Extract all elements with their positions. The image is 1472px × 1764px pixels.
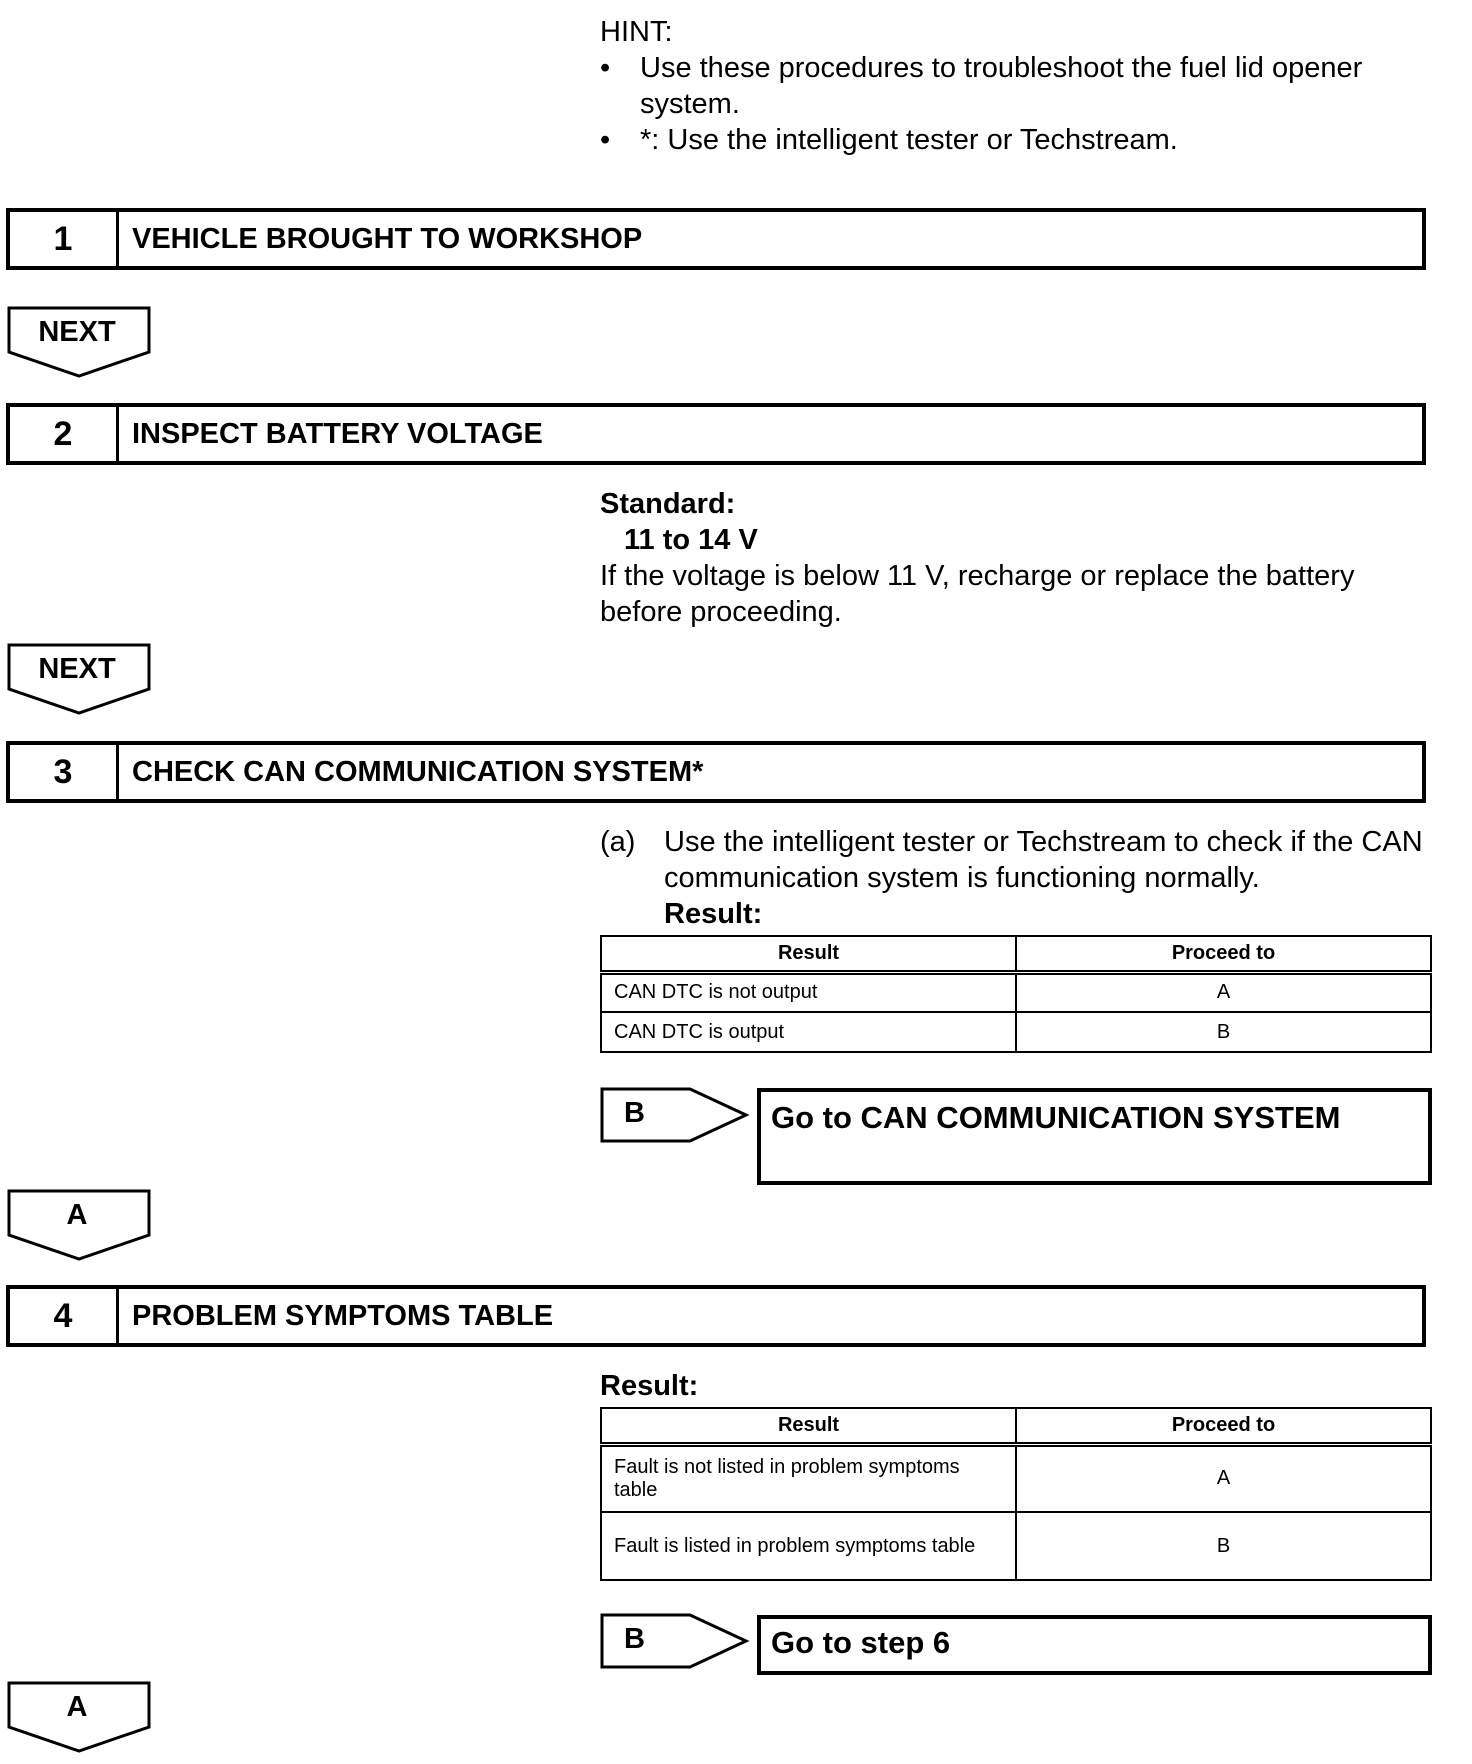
step-title: INSPECT BATTERY VOLTAGE [132,417,543,450]
hint-bullet-icon: • [600,52,611,84]
hint-bullet-1: Use these procedures to troubleshoot the fuel lid opener system. [640,52,1363,120]
cell: Fault is listed in problem symptoms table [601,1512,1016,1580]
table-row [601,1444,1431,1512]
hint-label: HINT: [600,16,673,48]
step-number: 1 [10,212,119,266]
step-3-header [6,741,1426,803]
step-1-header [6,208,1426,270]
cell: Fault is not listed in problem symptoms table [601,1444,1016,1512]
standard-label: Standard: [600,488,736,520]
branch-target: Go to step 6 [757,1615,1432,1675]
can-result-table [600,935,1432,1053]
hint-bullet-2: *: Use the intelligent tester or Techstream. [640,124,1178,156]
step-4-header [6,1285,1426,1347]
column-header: Result [601,1408,1016,1444]
step-number: 2 [10,407,119,461]
column-header: Proceed to [1016,1408,1431,1444]
continue-label: A [66,1691,88,1723]
right-arrow-icon [600,1613,750,1669]
branch-b-arrow [600,1087,750,1143]
next-arrow [7,306,151,378]
right-arrow-icon [600,1087,750,1143]
branch-b-arrow [600,1613,750,1669]
step-title: VEHICLE BROUGHT TO WORKSHOP [132,222,643,255]
cell: A [1016,1444,1431,1512]
next-arrow [7,643,151,715]
cell: CAN DTC is output [601,1012,1016,1052]
branch-target: Go to CAN COMMUNICATION SYSTEM [757,1088,1432,1185]
step-2-header [6,403,1426,465]
cell: CAN DTC is not output [601,972,1016,1012]
branch-label: B [624,1623,645,1655]
continue-arrow [7,1681,151,1753]
hint-bullet-icon: • [600,124,611,156]
battery-note: If the voltage is below 11 V, recharge or replace the battery before proceeding. [600,560,1355,628]
result-label: Result: [664,898,763,930]
result-label: Result: [600,1370,699,1402]
symptoms-result-table [600,1407,1432,1581]
cell: B [1016,1512,1431,1580]
step-number: 3 [10,745,119,799]
column-header: Result [601,936,1016,972]
table-row [601,1512,1431,1580]
step-title: PROBLEM SYMPTOMS TABLE [132,1299,554,1332]
item-text: Use the intelligent tester or Techstream to check if the CAN communication system is functioning normally. [664,826,1423,894]
continue-arrow [7,1189,151,1261]
standard-value: 11 to 14 V [624,524,758,556]
cell: B [1016,1012,1431,1052]
table-row [601,1012,1431,1052]
continue-label: A [66,1199,88,1231]
next-label: NEXT [38,316,116,348]
next-label: NEXT [38,653,116,685]
step-title: CHECK CAN COMMUNICATION SYSTEM* [132,755,704,788]
item-label: (a) [600,826,636,858]
step-number: 4 [10,1289,119,1343]
branch-label: B [624,1097,645,1129]
cell: A [1016,972,1431,1012]
table-row [601,972,1431,1012]
column-header: Proceed to [1016,936,1431,972]
